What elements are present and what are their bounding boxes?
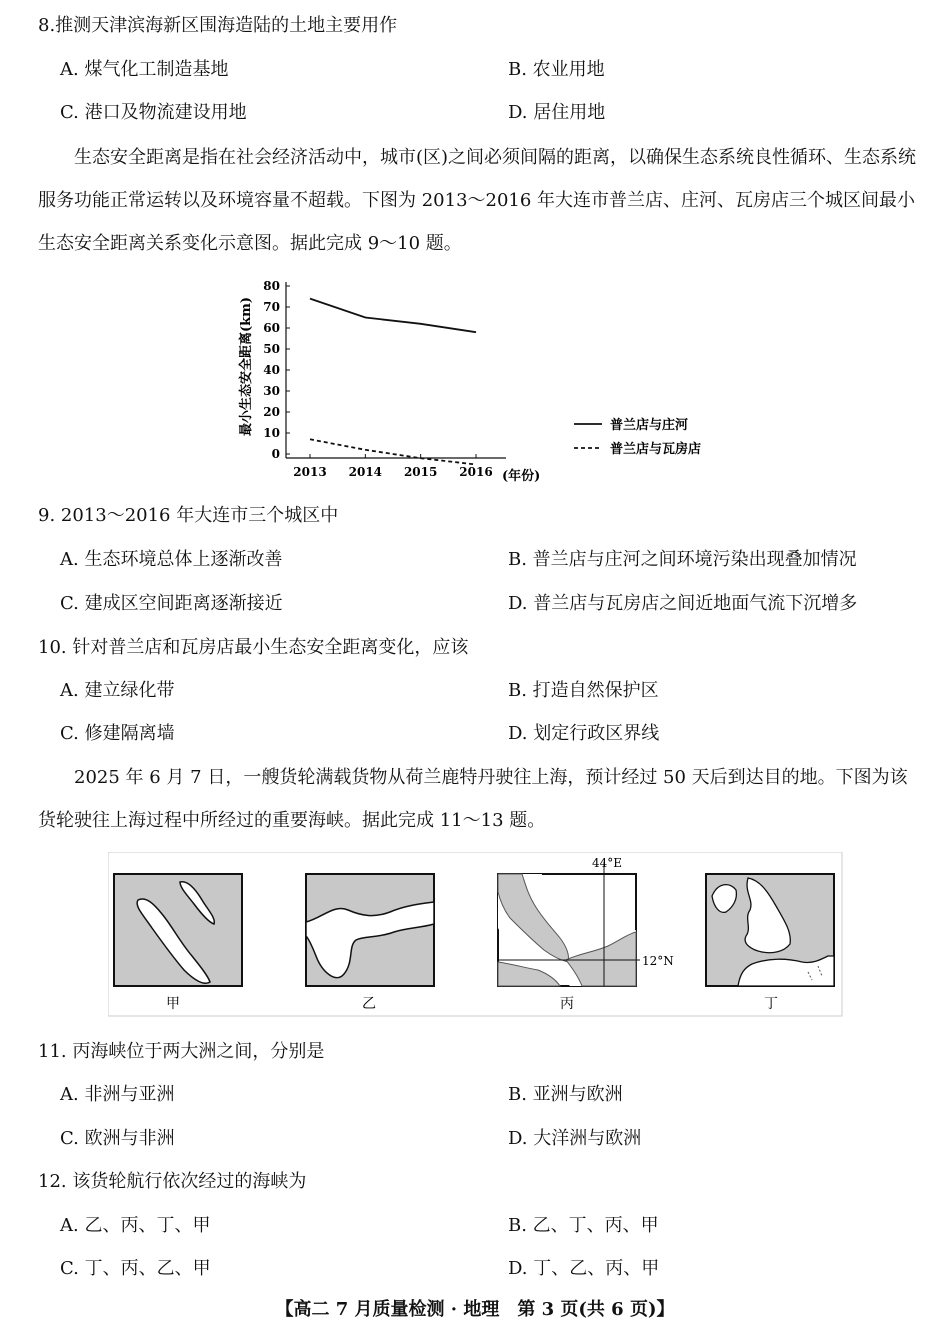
q12-option-a[interactable]: A. 乙、丙、丁、甲 <box>60 1215 211 1236</box>
strait-maps-figure <box>108 852 844 1018</box>
distance-line-chart <box>232 276 722 492</box>
q9-option-b[interactable]: B. 普兰店与庄河之间环境污染出现叠加情况 <box>508 549 857 570</box>
y-tick-label: 0 <box>271 447 280 461</box>
map-label-yi: 乙 <box>362 996 376 1012</box>
map-bing <box>498 856 674 1012</box>
map-lat-label: 12°N <box>642 954 674 968</box>
map-ding <box>706 874 834 1012</box>
q8-option-c[interactable]: C. 港口及物流建设用地 <box>60 102 247 123</box>
x-tick-label: 2016 <box>459 465 493 479</box>
intro-paragraph-2: 2025 年 6 月 7 日，一艘货轮满载货物从荷兰鹿特丹驶往上海，预计经过 50 天后到达目的地。下图为该货轮驶往上海过程中所经过的重要海峡。据此完成 11～13 题。 <box>38 767 908 831</box>
q11-option-a[interactable]: A. 非洲与亚洲 <box>60 1084 175 1105</box>
chart-axes <box>286 282 506 458</box>
legend-label-2: 普兰店与瓦房店 <box>610 442 702 457</box>
page-footer: 【高二 7 月质量检测 · 地理 第 3 页(共 6 页)】 <box>275 1299 675 1320</box>
q9-option-c[interactable]: C. 建成区空间距离逐渐接近 <box>60 593 283 614</box>
chart-series <box>310 299 476 465</box>
y-tick-label: 40 <box>263 363 280 377</box>
y-tick-label: 60 <box>263 321 280 335</box>
x-tick-label: 2013 <box>293 465 327 479</box>
q12-stem: 12. 该货轮航行依次经过的海峡为 <box>38 1171 307 1192</box>
y-tick-label: 80 <box>263 279 280 293</box>
intro-paragraph-1: 生态安全距离是指在社会经济活动中，城市(区)之间必须间隔的距离，以确保生态系统良性循环、生态系统服务功能正常运转以及环境容量不超载。下图为 2013～2016 年大连市普兰店、庄河、瓦房店三个城区间最小生态安全距离关系变化示意图。据此完成 9～10 题。 <box>38 147 917 254</box>
q9-option-d[interactable]: D. 普兰店与瓦房店之间近地面气流下沉增多 <box>508 593 858 614</box>
q10-option-c[interactable]: C. 修建隔离墙 <box>60 723 175 744</box>
q11-option-b[interactable]: B. 亚洲与欧洲 <box>508 1084 623 1105</box>
q11-option-c[interactable]: C. 欧洲与非洲 <box>60 1128 175 1149</box>
chart-legend <box>574 417 701 457</box>
q10-option-b[interactable]: B. 打造自然保护区 <box>508 680 659 701</box>
q11-option-d[interactable]: D. 大洋洲与欧洲 <box>508 1128 642 1149</box>
y-tick-label: 30 <box>263 384 280 398</box>
q12-option-b[interactable]: B. 乙、丁、丙、甲 <box>508 1215 659 1236</box>
q9-option-a[interactable]: A. 生态环境总体上逐渐改善 <box>60 549 283 570</box>
map-label-bing: 丙 <box>560 996 574 1012</box>
series-line-1 <box>310 299 476 333</box>
q12-option-d[interactable]: D. 丁、乙、丙、甲 <box>508 1258 660 1279</box>
legend-label-1: 普兰店与庄河 <box>610 418 689 433</box>
q9-stem: 9. 2013～2016 年大连市三个城区中 <box>38 505 339 526</box>
chart-y-axis-label: 最小生态安全距离(km) <box>239 296 254 436</box>
map-jia <box>114 874 242 1012</box>
map-label-jia: 甲 <box>166 996 180 1012</box>
y-tick-label: 70 <box>263 300 280 314</box>
chart-x-axis-label: (年份) <box>502 469 541 484</box>
q11-stem: 11. 丙海峡位于两大洲之间，分别是 <box>38 1041 325 1062</box>
x-tick-label: 2015 <box>403 465 438 479</box>
q10-option-d[interactable]: D. 划定行政区界线 <box>508 723 660 744</box>
q8-option-d[interactable]: D. 居住用地 <box>508 102 606 123</box>
map-yi <box>306 874 434 1012</box>
map-lon-label: 44°E <box>592 856 623 870</box>
q8-stem: 8.推测天津滨海新区围海造陆的土地主要用作 <box>38 15 398 36</box>
q12-option-c[interactable]: C. 丁、丙、乙、甲 <box>60 1258 211 1279</box>
y-tick-label: 10 <box>263 426 280 440</box>
x-tick-label: 2014 <box>348 465 383 479</box>
q8-option-b[interactable]: B. 农业用地 <box>508 59 605 80</box>
series-line-2 <box>310 439 476 464</box>
q10-stem: 10. 针对普兰店和瓦房店最小生态安全距离变化，应该 <box>38 637 469 658</box>
y-tick-label: 20 <box>263 405 280 419</box>
map-label-ding: 丁 <box>764 996 778 1012</box>
y-tick-label: 50 <box>263 342 280 356</box>
q8-option-a[interactable]: A. 煤气化工制造基地 <box>60 59 229 80</box>
q10-option-a[interactable]: A. 建立绿化带 <box>60 680 175 701</box>
